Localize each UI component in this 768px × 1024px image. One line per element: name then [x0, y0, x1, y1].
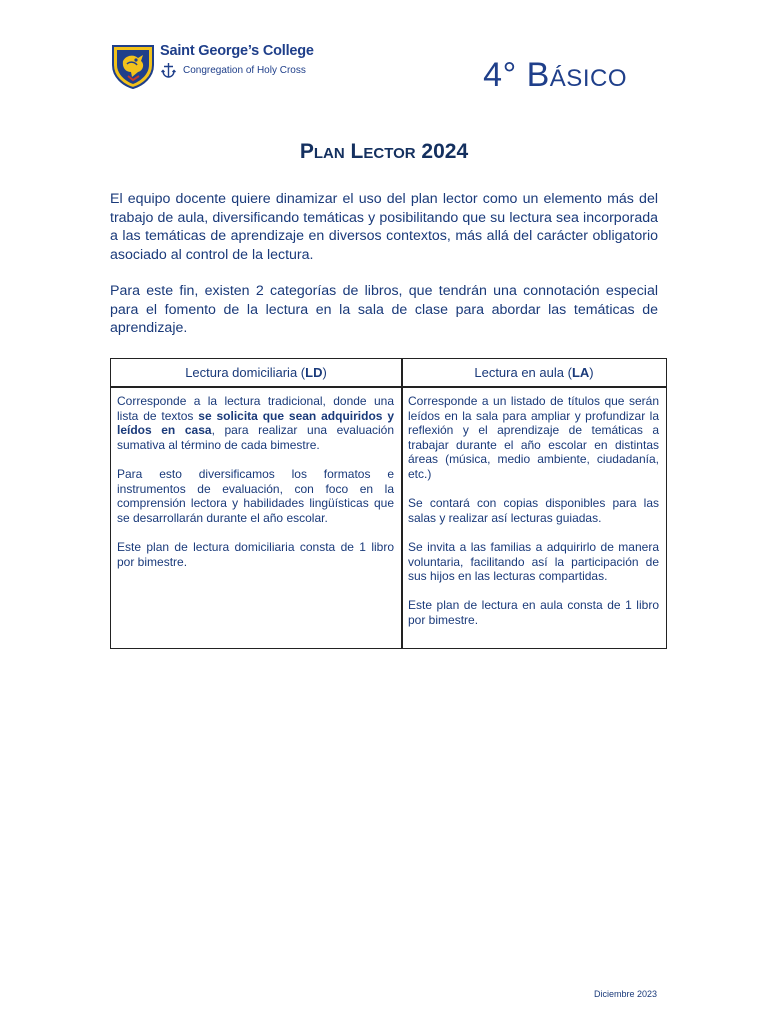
ld-p1-bold: se solicita que sean adquiridos y leídos en casa [117, 408, 394, 438]
page-title: Plan Lector 2024 [299, 140, 469, 163]
la-paragraph-2: Se contará con copias disponibles para las salas y realizar así lecturas guiadas. [408, 496, 659, 525]
congregation-label: Congregation of Holy Cross [183, 65, 306, 76]
grade-heading: 4° Básico [483, 56, 627, 94]
la-abbr: LA [571, 365, 590, 380]
intro-paragraph-1: El equipo docente quiere dinamizar el uso del plan lector como un elemento más del trabajo de aula, diversificando temáticas y posibilitando que su lectura sea incorporada a las temáticas de aprendizaje en diversos contextos, más allá del carácter obligatorio asociado al control de la lectura. [110, 191, 658, 263]
ld-abbr: LD [305, 365, 323, 380]
intro-paragraph-2: Para este fin, existen 2 categorías de libros, que tendrán una connotación especial para el fomento de la lectura en la sala de clase para abordar las temáticas de aprendizaje. [110, 283, 658, 336]
ld-header-text: Lectura domiciliaria ( [185, 365, 306, 380]
ld-paragraph-2: Para esto diversificamos los formatos e instrumentos de evaluación, con foco en la comprensión lectora y habilidades lingüísticas que se desarrollarán durante el año escolar. [117, 466, 394, 525]
ld-p1-text-end: , para realizar una evaluación sumativa al término de cada bimestre. [117, 423, 395, 452]
la-paragraph-4: Este plan de lectura en aula consta de 1 libro por bimestre. [408, 598, 659, 627]
la-cell [408, 394, 659, 642]
ld-paragraph-1 [117, 394, 394, 452]
school-logo [110, 43, 314, 89]
column-divider [401, 359, 403, 648]
ld-header-close: ) [322, 365, 327, 380]
ld-p1-text: Corresponde a la lectura tradicional, donde una lista de textos [117, 394, 394, 423]
reading-plan-table [110, 358, 667, 649]
ld-paragraph-3: Este plan de lectura domiciliaria consta de 1 libro por bimestre. [117, 539, 394, 569]
ld-cell [117, 394, 394, 584]
footer-date: Diciembre 2023 [593, 989, 657, 999]
holy-cross-anchor-icon [160, 62, 177, 79]
school-name: Saint George’s College [160, 43, 314, 59]
la-header-close: ) [589, 365, 594, 380]
la-paragraph-3: Se invita a las familias a adquirirlo de manera voluntaria, facilitando así la participación de sus hijos en las lecturas compartidas. [408, 539, 659, 584]
dragon-crest-icon [110, 43, 156, 89]
header-lectura-domiciliaria [111, 359, 402, 388]
la-paragraph-1: Corresponde a un listado de títulos que serán leídos en la sala para ampliar y profundizar la reflexión y el aprendizaje de temáticas a trabajar durante el año escolar en distintas áreas (música, medio ambiente, ciudadanía, etc.) [408, 394, 659, 481]
header-lectura-en-aula [402, 359, 666, 388]
la-header-text: Lectura en aula ( [474, 365, 572, 380]
